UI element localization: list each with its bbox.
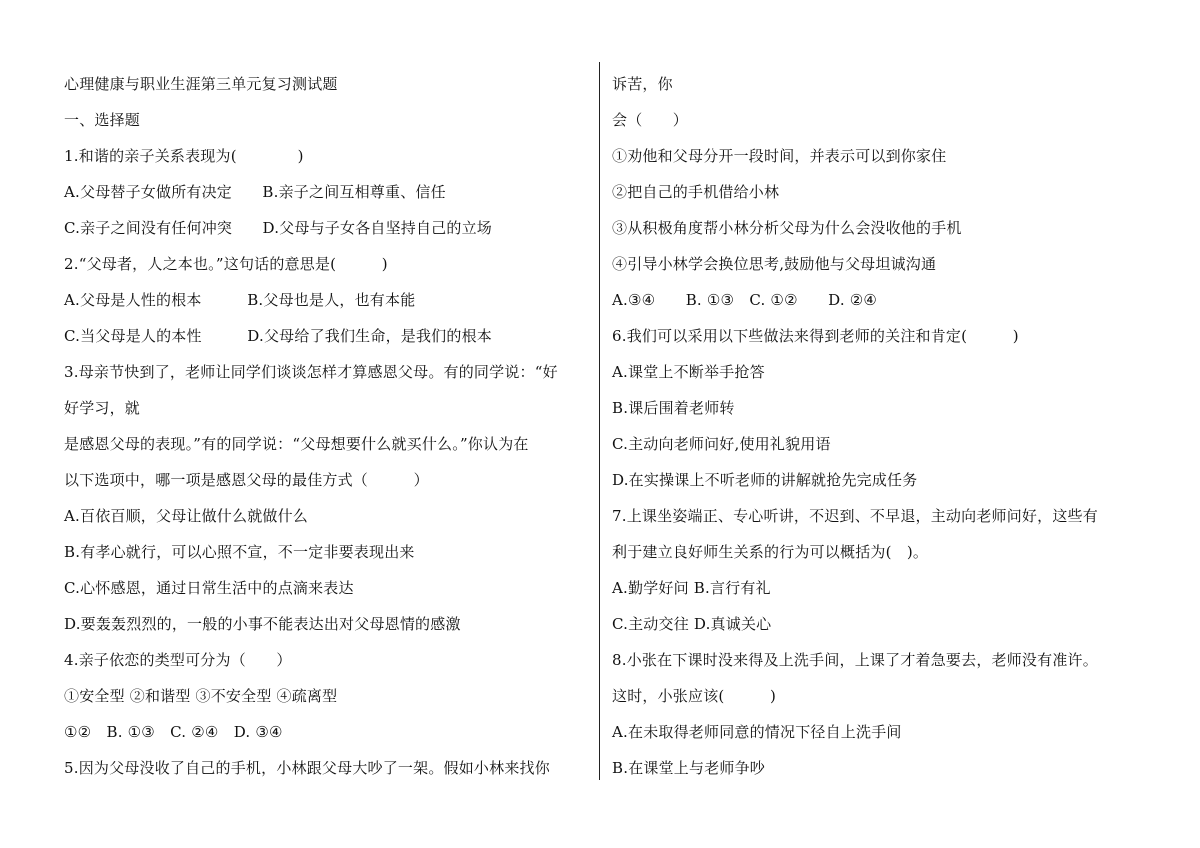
question-8-option-b: B.在课堂上与老师争吵 [612, 759, 765, 777]
question-5-line-1: 5.因为父母没收了自己的手机，小林跟父母大吵了一架。假如小林来找你 [64, 759, 550, 777]
question-5-options: A.③④ B. ①③ C. ①② D. ②④ [612, 291, 878, 309]
question-6-option-c: C.主动向老师问好,使用礼貌用语 [612, 435, 831, 453]
question-4-items: ①安全型 ②和谐型 ③不安全型 ④疏离型 [64, 687, 338, 705]
right-column [612, 66, 1152, 786]
question-5-item-4: ④引导小林学会换位思考,鼓励他与父母坦诚沟通 [612, 255, 937, 273]
question-2-options-ab: A.父母是人性的根本 B.父母也是人，也有本能 [64, 291, 416, 309]
question-4-options: ①② B. ①③ C. ②④ D. ③④ [64, 723, 283, 741]
question-5-item-1: ①劝他和父母分开一段时间，并表示可以到你家住 [612, 147, 947, 165]
question-7-line-1: 7.上课坐姿端正、专心听讲，不迟到、不早退，主动向老师问好，这些有 [612, 507, 1098, 525]
question-7-options-cd: C.主动交往 D.真诚关心 [612, 615, 772, 633]
question-3-line-1: 3.母亲节快到了，老师让同学们谈谈怎样才算感恩父母。有的同学说：“好 [64, 363, 558, 381]
question-5-line-3: 会（ ） [612, 111, 689, 129]
question-3-line-3: 是感恩父母的表现。”有的同学说：“父母想要什么就买什么。”你认为在 [64, 435, 529, 453]
question-5-line-2: 诉苦，你 [612, 75, 673, 93]
question-1-options-cd: C.亲子之间没有任何冲突 D.父母与子女各自坚持自己的立场 [64, 219, 492, 237]
question-5-item-3: ③从积极角度帮小林分析父母为什么会没收他的手机 [612, 219, 962, 237]
question-3-option-b: B.有孝心就行，可以心照不宣，不一定非要表现出来 [64, 543, 415, 561]
question-1-options-ab: A.父母替子女做所有决定 B.亲子之间互相尊重、信任 [64, 183, 446, 201]
question-3-option-a: A.百依百顺，父母让做什么就做什么 [64, 507, 309, 525]
question-7-line-2: 利于建立良好师生关系的行为可以概括为( )。 [612, 543, 929, 561]
question-8-line-2: 这时，小张应该( ) [612, 687, 777, 705]
question-3-line-2: 好学习，就 [64, 399, 141, 417]
left-column [64, 66, 594, 786]
section-heading: 一、选择题 [64, 111, 141, 129]
question-7-options-ab: A.勤学好问 B.言行有礼 [612, 579, 771, 597]
question-8-option-a: A.在未取得老师同意的情况下径自上洗手间 [612, 723, 902, 741]
question-2-options-cd: C.当父母是人的本性 D.父母给了我们生命，是我们的根本 [64, 327, 492, 345]
question-1: 1.和谐的亲子关系表现为( ) [64, 147, 304, 165]
question-3-option-c: C.心怀感恩，通过日常生活中的点滴来表达 [64, 579, 354, 597]
question-8-line-1: 8.小张在下课时没来得及上洗手间，上课了才着急要去，老师没有准许。 [612, 651, 1098, 669]
column-divider [599, 62, 600, 780]
question-2: 2.“父母者，人之本也。”这句话的意思是( ) [64, 255, 388, 273]
question-3-option-d: D.要轰轰烈烈的，一般的小事不能表达出对父母恩情的感激 [64, 615, 461, 633]
question-6-option-d: D.在实操课上不听老师的讲解就抢先完成任务 [612, 471, 918, 489]
question-6: 6.我们可以采用以下些做法来得到老师的关注和肯定( ) [612, 327, 1019, 345]
exam-title: 心理健康与职业生涯第三单元复习测试题 [64, 75, 338, 93]
question-3-line-4: 以下选项中，哪一项是感恩父母的最佳方式（ ） [64, 471, 429, 489]
question-5-item-2: ②把自己的手机借给小林 [612, 183, 780, 201]
question-4: 4.亲子依恋的类型可分为（ ） [64, 651, 292, 669]
question-6-option-b: B.课后围着老师转 [612, 399, 735, 417]
question-6-option-a: A.课堂上不断举手抢答 [612, 363, 765, 381]
